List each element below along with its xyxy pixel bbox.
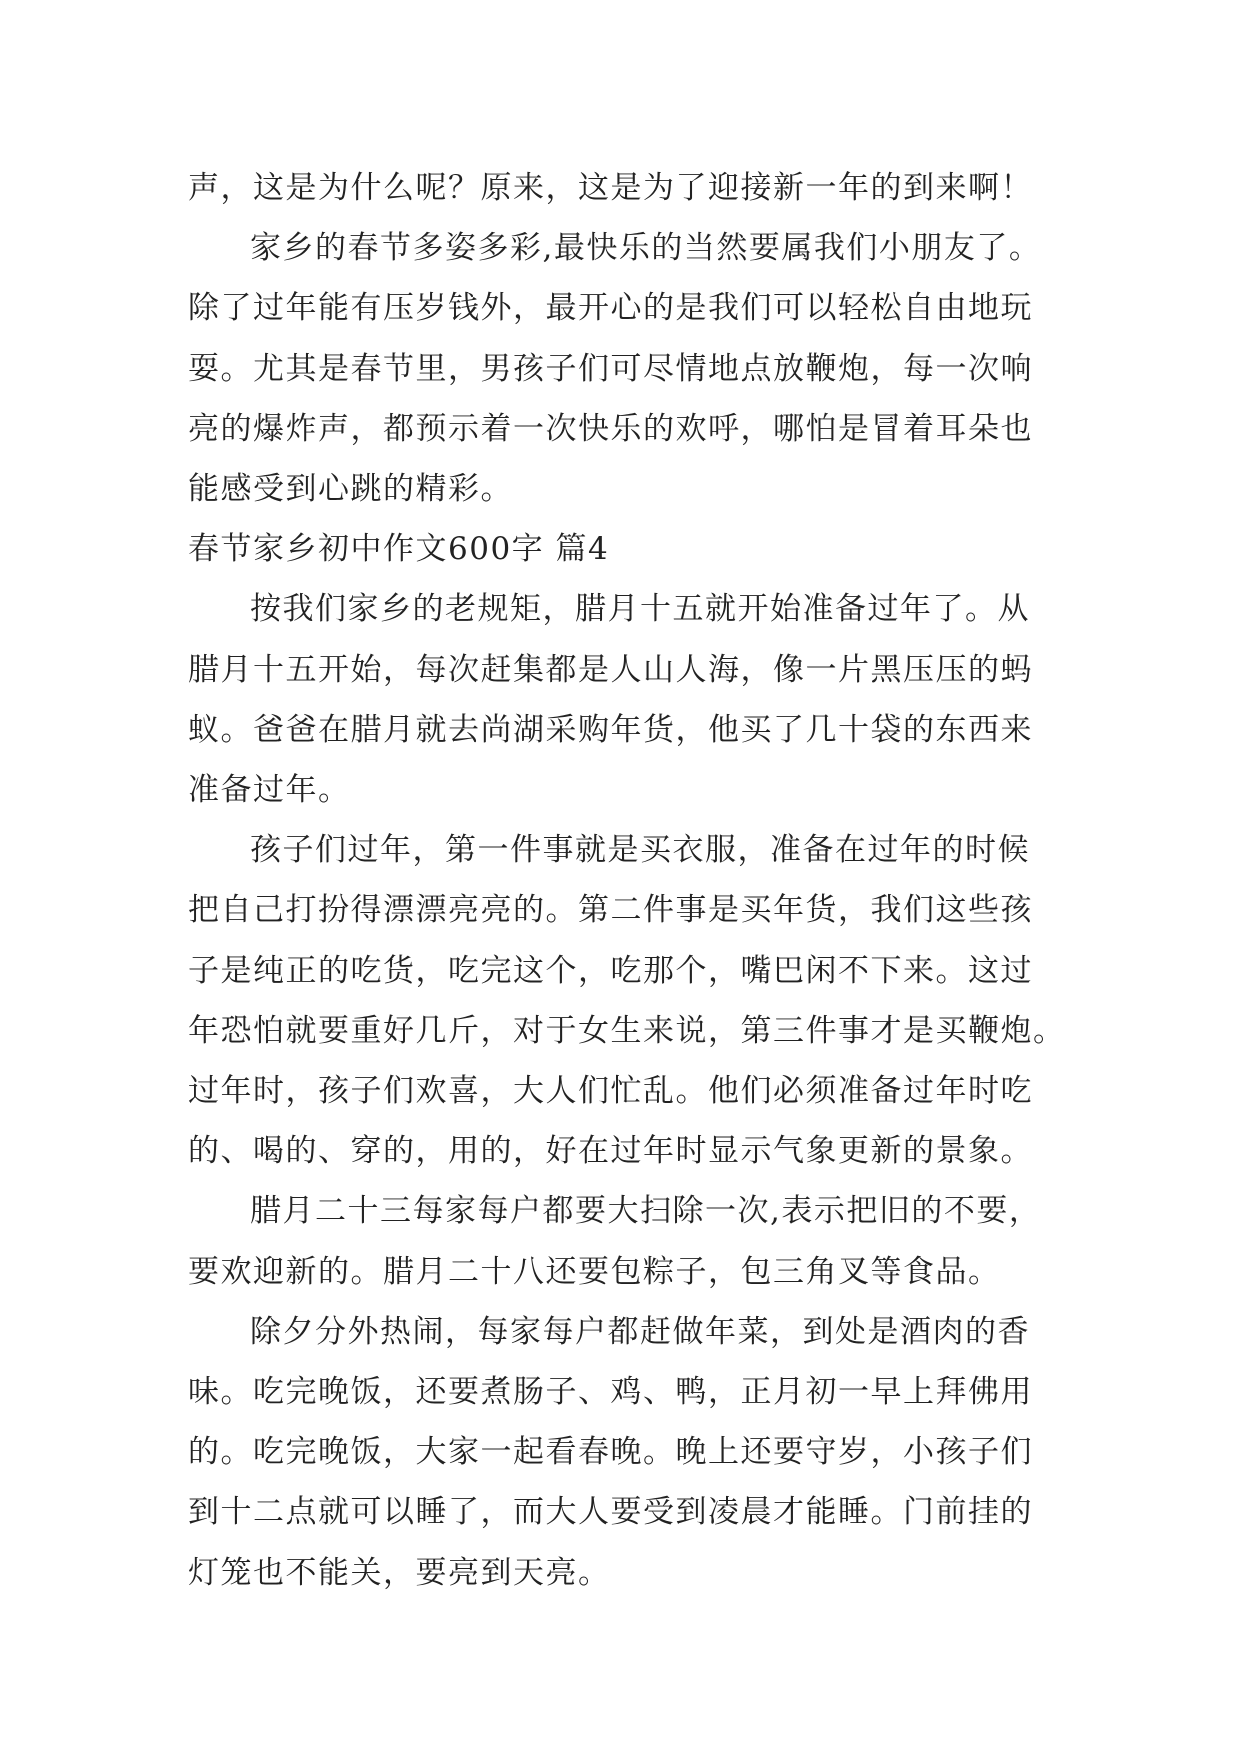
paragraph-continuation: 声，这是为什么呢？原来，这是为了迎接新一年的到来啊！ — [188, 170, 1033, 206]
paragraph-children: 孩子们过年，第一件事就是买衣服，准备在过年的时候 把自己打扮得漂漂亮亮的。第二件事是买年货，我们这些孩 子是纯正的吃货，吃完这个，吃那个，嘴巴闲不下来。这过 年恐怕就要重好几斤，对于女生来说，第三件事才是买鞭炮。 过年时，孩子们欢喜，大人们忙乱。他们必须准备过年时吃 的、喝的、穿的，用的，好在过年时显示气象更新的景象。 — [188, 832, 1066, 1170]
paragraph-cleaning: 腊月二十三每家每户都要大扫除一次,表示把旧的不要， 要欢迎新的。腊月二十八还要包粽子，包三角叉等食品。 — [188, 1193, 1042, 1290]
section-title: 春节家乡初中作文600字 篇4 — [188, 531, 610, 568]
article-body — [188, 158, 1088, 1603]
paragraph-festival-fun: 家乡的春节多姿多彩,最快乐的当然要属我们小朋友了。 除了过年能有压岁钱外，最开心的是我们可以轻松自由地玩 耍。尤其是春节里，男孩子们可尽情地点放鞭炮，每一次响 亮的爆炸声，都预示着一次快乐的欢呼，哪怕是冒着耳朵也 能感受到心跳的精彩。 — [188, 230, 1042, 508]
paragraph-preparation: 按我们家乡的老规矩，腊月十五就开始准备过年了。从 腊月十五开始，每次赶集都是人山人海，像一片黑压压的蚂 蚁。爸爸在腊月就去尚湖采购年货，他买了几十袋的东西来 准备过年。 — [188, 591, 1033, 809]
paragraph-new-year-eve: 除夕分外热闹，每家每户都赶做年菜，到处是酒肉的香 味。吃完晚饭，还要煮肠子、鸡、鸭，正月初一早上拜佛用 的。吃完晚饭，大家一起看春晚。晚上还要守岁，小孩子们 到十二点就可以睡了，而大人要受到凌晨才能睡。门前挂的 灯笼也不能关，要亮到天亮。 — [188, 1313, 1033, 1591]
